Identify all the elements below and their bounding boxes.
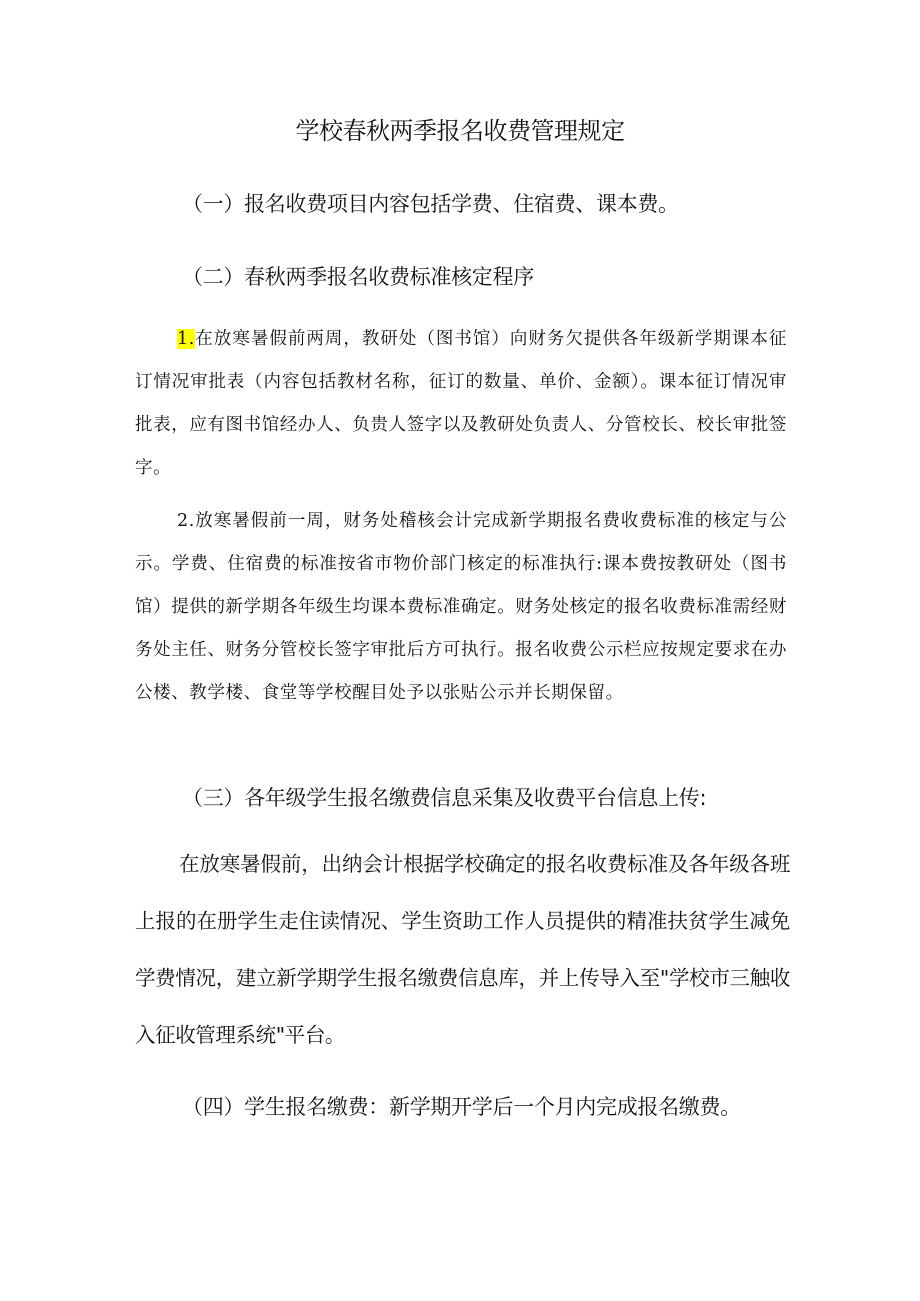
paragraph-2: 2.放寒暑假前一周，财务处稽核会计完成新学期报名费收费标准的核定与公示。学费、住宿费的标准按省市物价部门核定的标准执行:课本费按教研处（图书馆）提供的新学期各年级生均课本费标准确定。财务处核定的报名收费标准需经财务处主任、财务分管校长签字审批后方可执行。报名收费公示栏应按规定要求在办公楼、教学楼、食堂等学校醒目处予以张贴公示并长期保留。 bbox=[135, 511, 787, 703]
section-heading-4: （四）学生报名缴费：新学期开学后一个月内完成报名缴费。 bbox=[182, 1095, 741, 1119]
section-heading-2: （二）春秋两季报名收费标准核定程序 bbox=[182, 265, 534, 289]
highlighted-number: 1. bbox=[177, 329, 195, 349]
section-heading-3: （三）各年级学生报名缴费信息采集及收费平台信息上传: bbox=[182, 786, 707, 810]
paragraph-1-text: 在放寒暑假前两周，教研处（图书馆）向财务欠提供各年级新学期课本征订情况审批表（内容包括教材名称，征订的数量、单价、金额）。课本征订情况审批表，应有图书馆经办人、负贵人签字以及教研处负责人、分管校长、校长审批签字。 bbox=[135, 329, 787, 478]
document-title: 学校春秋两季报名收费管理规定 bbox=[295, 117, 625, 145]
paragraph-1 bbox=[135, 318, 787, 490]
paragraph-3: 在放寒暑假前，出纳会计根据学校确定的报名收费标准及各年级各班上报的在册学生走住读情况、学生资助工作人员提供的精准扶贫学生减免学费情况，建立新学期学生报名缴费信息库，并上传导入至"学校市三触收入征收管理系统"平台。 bbox=[135, 852, 790, 1047]
section-heading-1: （一）报名收费项目内容包括学费、住宿费、课本费。 bbox=[182, 192, 679, 216]
